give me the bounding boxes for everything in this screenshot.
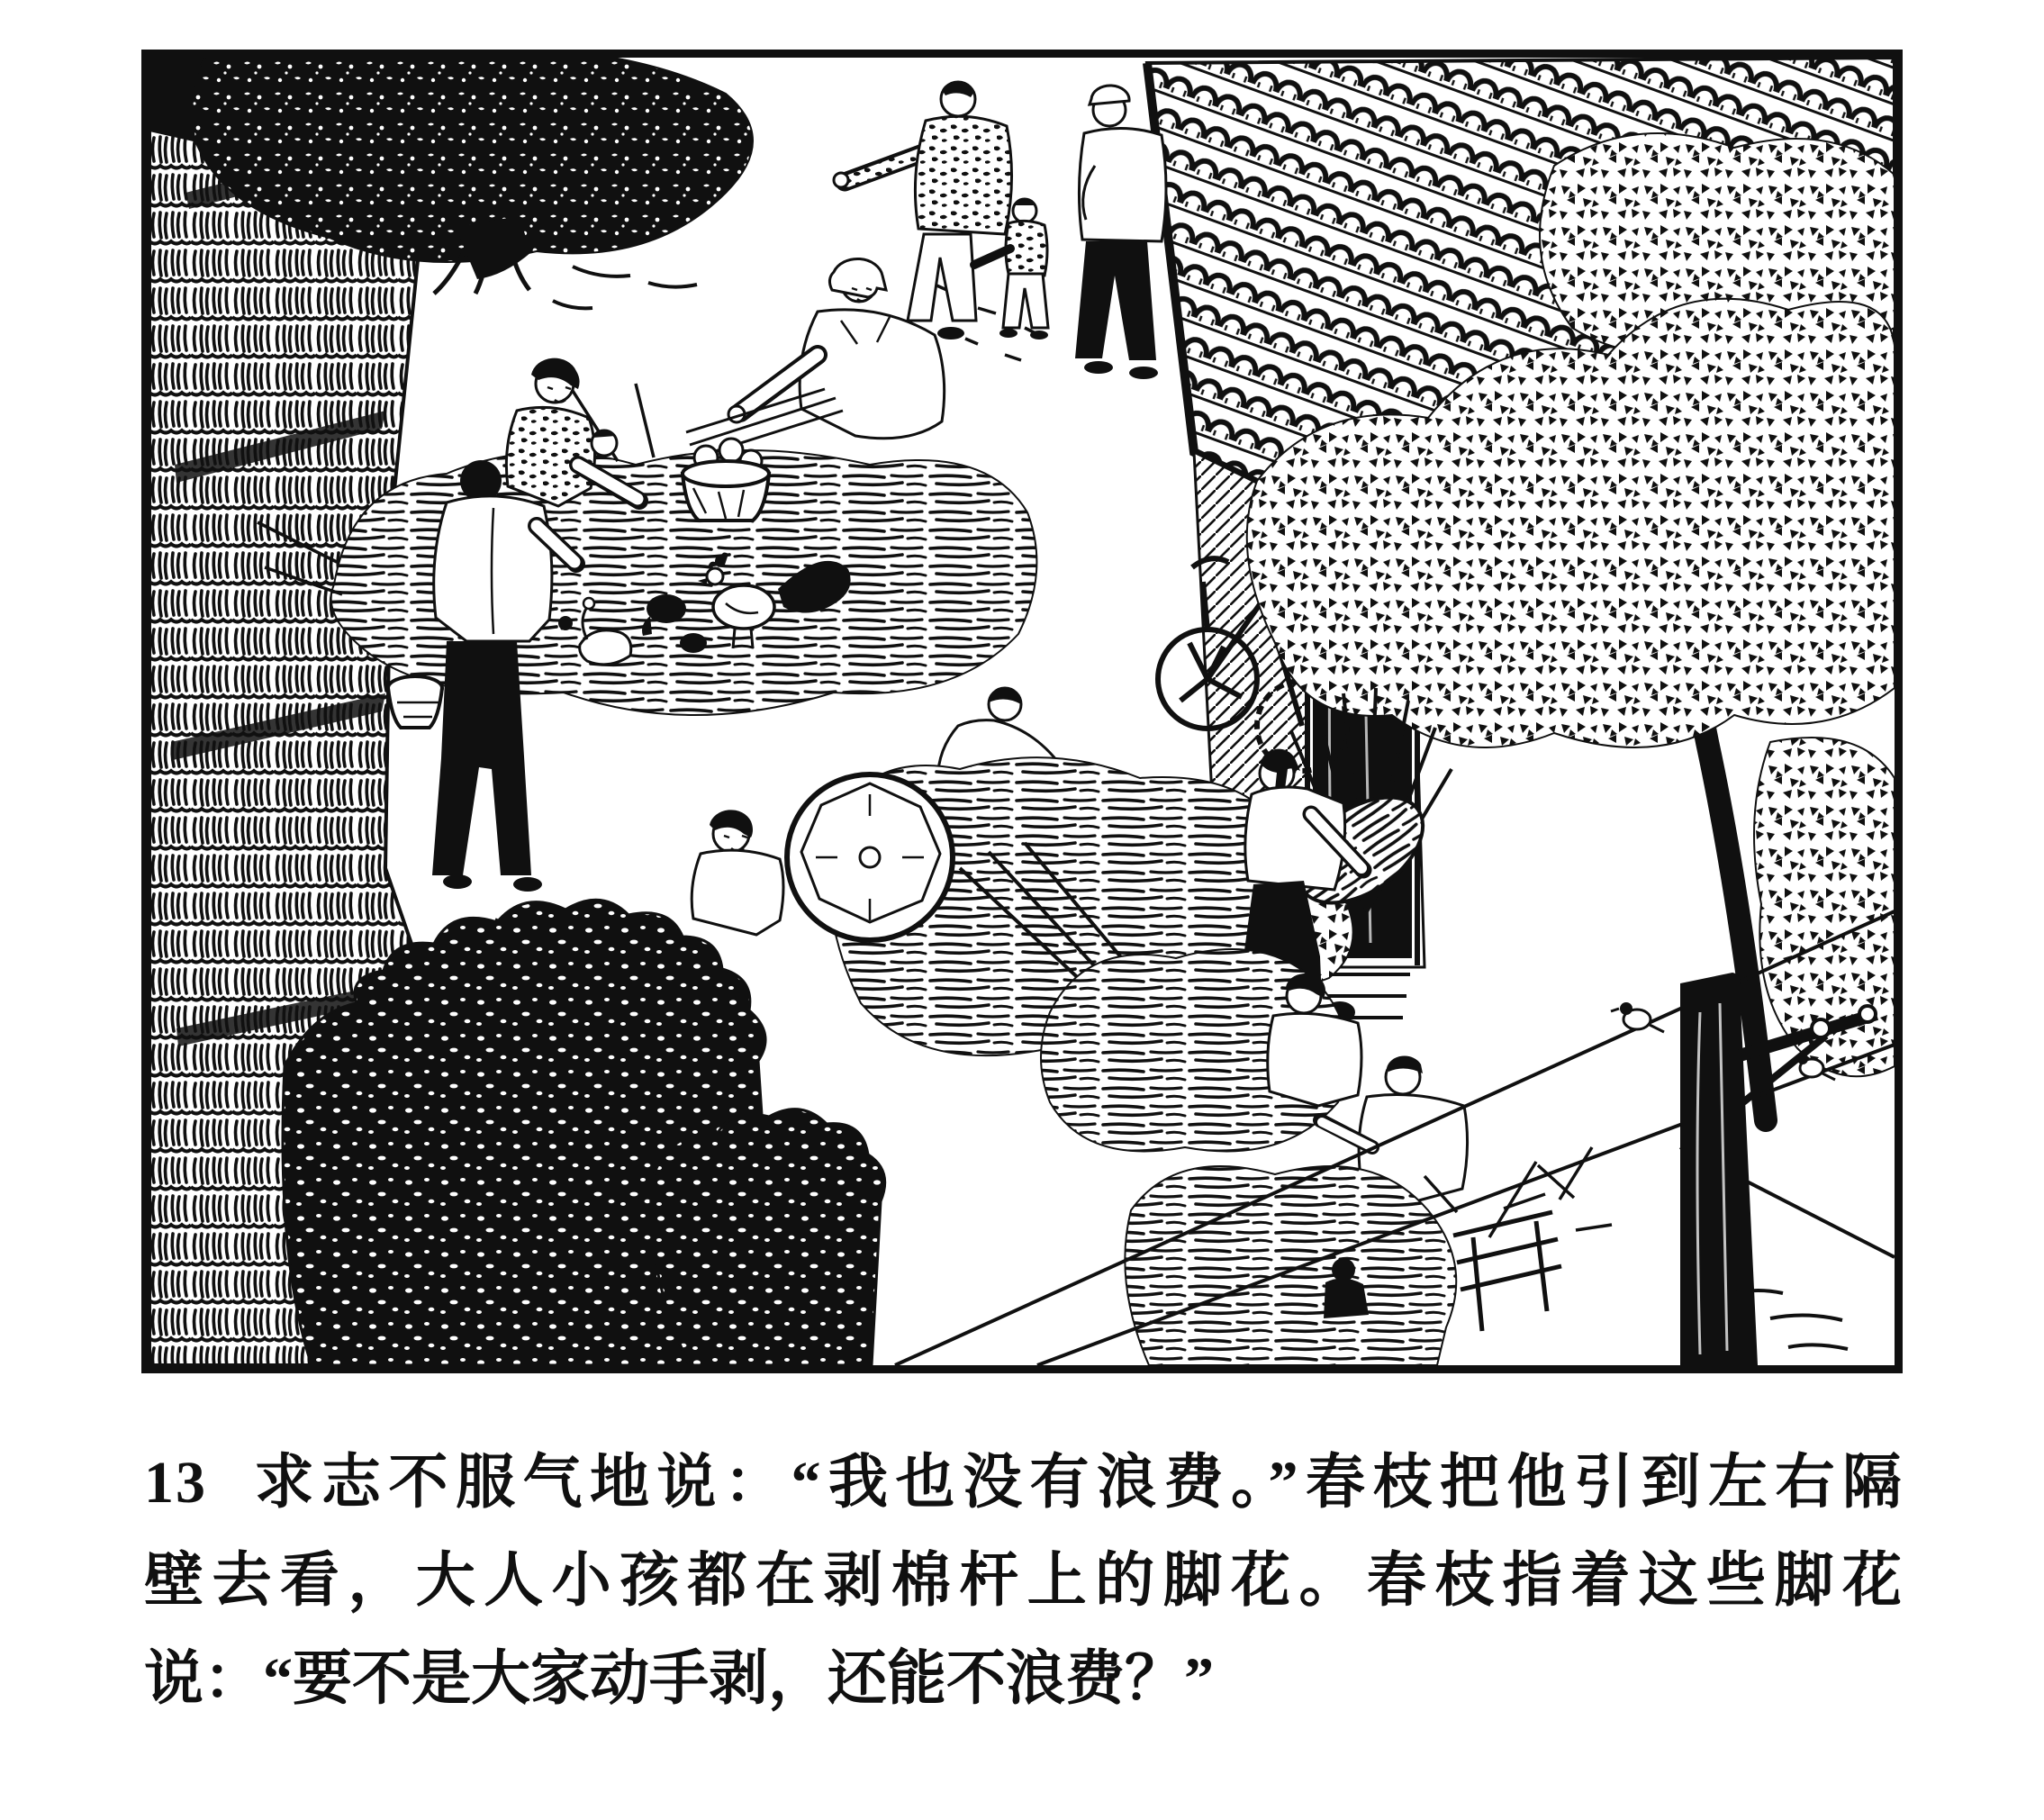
grass-strokes xyxy=(553,267,697,308)
panel-frame xyxy=(141,50,1903,1373)
cotton-basket xyxy=(683,439,769,521)
insulator xyxy=(1812,1019,1830,1037)
head-wrap xyxy=(829,258,886,297)
child-helper xyxy=(592,430,617,456)
caption-line-2: 壁去看，大人小孩都在剥棉杆上的脚花。春枝指着这些脚花 xyxy=(144,1548,1902,1614)
seated-woman xyxy=(506,358,639,506)
pecking-hen xyxy=(680,633,707,653)
white-hen xyxy=(580,630,631,665)
caption-line-1 xyxy=(144,1434,1902,1532)
stalk-pile-four xyxy=(1125,1166,1456,1365)
wooden-bench xyxy=(1453,1212,1561,1331)
caption-line-3: 说：“要不是大家动手剥，还能不浪费？” xyxy=(144,1646,1214,1712)
caption-line-1-text: 求志不服气地说：“我也没有浪费。”春枝把他引到左右隔 xyxy=(247,1450,1902,1516)
pointing-hand xyxy=(834,173,848,187)
chick xyxy=(558,616,573,630)
bird xyxy=(1611,1002,1664,1032)
rooster xyxy=(713,585,774,629)
small-child-head xyxy=(1332,1258,1355,1281)
dark-hen xyxy=(647,594,686,623)
winnowing-tray xyxy=(787,774,953,940)
panel-illustration xyxy=(149,58,1895,1365)
panel-number: 13 xyxy=(144,1450,207,1516)
elder-man xyxy=(686,258,945,457)
insulator xyxy=(1859,1006,1876,1022)
cap xyxy=(1090,86,1129,104)
smiling-woman xyxy=(692,810,783,935)
panel-caption xyxy=(144,1434,1902,1728)
